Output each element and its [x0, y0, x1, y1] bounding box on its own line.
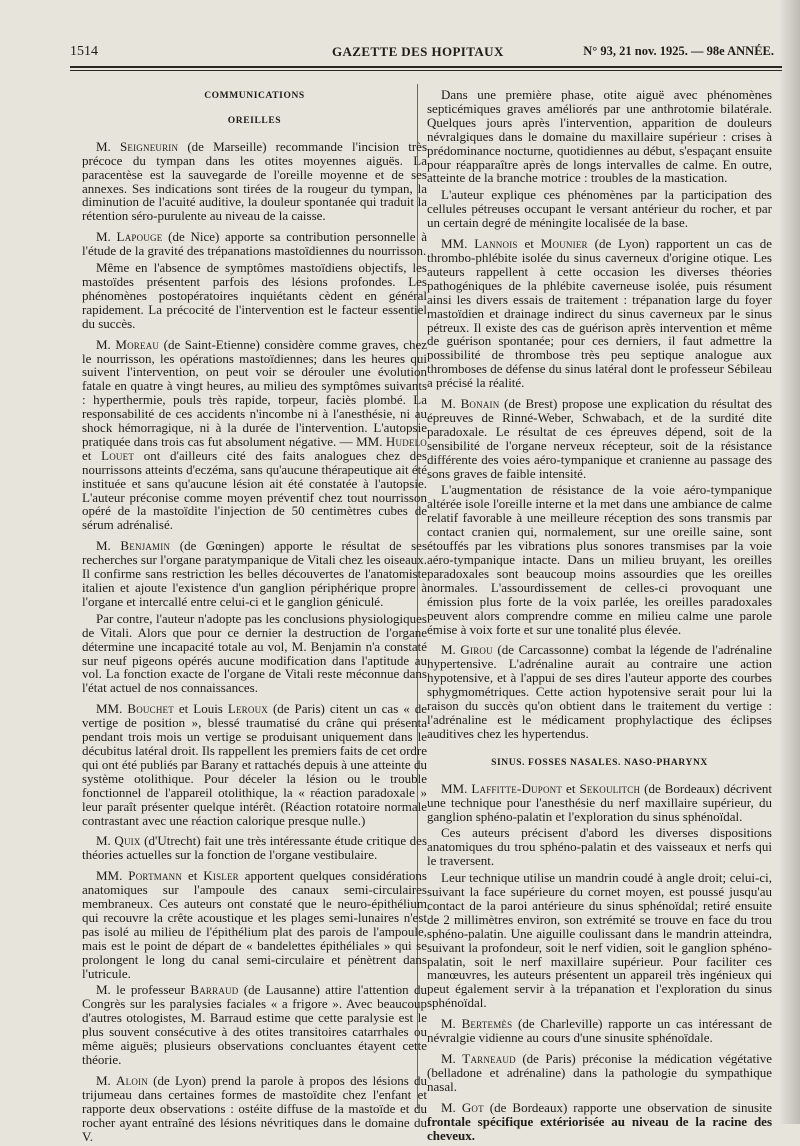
author-name: Lannois	[474, 236, 518, 252]
left-column	[82, 88, 427, 1146]
paragraph: M. Bonain (de Brest) propose une explication du résultat des épreuves de Rinné-Weber, Schwabach, et de la surdité dite paradoxale. Le résultat de ces épreuves dépend, soit de la sensibilité de l'organe nerveux récepteur, soit de la résistance différente des voies aéro-tympanique et cranienne au passage des sons graves de faible intensité.	[427, 396, 773, 481]
paragraph: MM. Portmann et Kisler apportent quelques considérations anatomiques sur l'ampoule des canaux semi-circulaires membraneux. Ces auteurs ont constaté que le neuro-épithélium qui recouvre la crête acoustique et les plages semi-lunaires n'est pas isolé au milieu de l'épithélium plat des parois de l'ampoule, mais est le point de départ de « bandelettes épithéliales » qui se prolongent le long du canal semi-circulaire et pénètrent dans l'utricule.	[82, 868, 427, 981]
author-name: Sekoulitch	[579, 780, 641, 796]
paragraph: M. Benjamin (de Gœningen) apporte le résultat de ses recherches sur l'organe paratympanique de Vitali chez les oiseaux. Il confirme sans restriction les belles découvertes de l'anatomiste italien et ajoute l'existence d'un ganglion périphérique propre à l'organe et intercallé entre celui-ci et le ganglion géniculé.	[82, 538, 428, 609]
paragraph: M. Got (de Bordeaux) rapporte une observation de sinusite frontale spécifique extériorisée au niveau de la racine des cheveux.	[427, 1099, 772, 1143]
paragraph: Par contre, l'auteur n'adopte pas les conclusions physiologiques de Vitali. Alors que pour ce dernier la destruction de l'organe détermine une incapacité totale au vol, M. Benjamin n'a constaté sur neuf pigeons opérés aucune modification dans l'aptitude au vol. La fonction exacte de l'organe de Vitali reste méconnue dans l'état actuel de nos connaissances.	[82, 610, 427, 696]
author-name: Moreau	[115, 336, 160, 352]
author-name: Kisler	[203, 868, 239, 884]
paragraph: M. Aloin (de Lyon) prend la parole à propos des lésions du trijumeau dans certaines formes de mastoïdite chez l'enfant et rapporte deux observations : ostéite diffuse de la mastoïde et du rocher ayant entraîné des lésions névritiques dans le domaine du V.	[82, 1072, 427, 1144]
issue-info: N° 93, 21 nov. 1925. — 98e ANNÉE.	[583, 44, 774, 58]
paragraph: Même en l'absence de symptômes mastoïdiens objectifs, les mastoïdes présentent parfois des lésions profondes. Les phénomènes postopératoires inquiétants cèdent en général rapidement. La précocité de l'intervention est le facteur essentiel du succès.	[82, 260, 427, 331]
author-name: Seigneurin	[119, 138, 179, 154]
paragraph: L'auteur explique ces phénomènes par la participation des cellules pétreuses occupant le versant antérieur du rocher, et par un certain degré de méningite localisée de la base.	[427, 187, 772, 231]
paragraph: M. Tarneaud (de Paris) préconise la médication végétative (belladone et adrénaline) dans la pathologie du sympathique nasal.	[427, 1051, 773, 1094]
author-name: Bonain	[460, 396, 500, 412]
paragraph: M. Girou (de Carcassonne) combat la légende de l'adrénaline hypertensive. L'adrénaline aurait au contraire une action hypotensive, et à l'appui de ses dires l'auteur apporte des courbes sphygmométriques. Cette action hypotensive serait pour lui la raison du succès qu'on obtient dans le traitement du vertige : l'adrénaline est le médicament prophylactique des éclipses auditives chez les hypertendus.	[427, 642, 772, 741]
section-heading-oreilles: OREILLES	[227, 115, 282, 126]
author-name: Benjamin	[120, 538, 171, 554]
header-rule-thick	[70, 66, 782, 68]
paragraph: M. Bertemès (de Charleville) rapporte un cas intéressant de névralgie vidienne au cours d'une sinusite sphénoïdale.	[427, 1016, 772, 1046]
paragraph: Ces auteurs précisent d'abord les diverses dispositions anatomiques du trou sphéno-palatin et des vaisseaux et nerfs qui le traversent.	[427, 825, 772, 869]
author-name: Got	[461, 1099, 484, 1115]
paragraph: L'augmentation de résistance de la voie aéro-tympanique altérée isole l'oreille interne et la met dans une ambiance de calme relatif favorable à une meilleure réception des sons transmis par contact cranien qui, normalement, sur une oreille saine, sont étouffés par les vibrations plus sonores transmises par la voie aéro-tympanique intacte. Dans un milieu bruyant, les oreilles paradoxales sont beaucoup moins assourdies que les oreilles normales. L'assourdissement de celles-ci provoquant une émission plus forte de la voix parlée, les oreilles paradoxales peuvent alors comprendre comme en milieu calme une parole émise à voix forte et sur une tonalité plus élevée.	[427, 482, 772, 637]
paragraph: M. Seigneurin (de Marseille) recommande l'incision très précoce du tympan dans les otites moyennes aiguës. La paracentèse est la sauvegarde de l'oreille moyenne et de ses annexes. Ses indications sont tirées de la rougeur du tympan, la diminution de l'acuité auditive, la douleur spontanée qui traduit la rétention séro-purulente au niveau de la caisse.	[82, 138, 428, 224]
author-name: Bouchet	[127, 701, 174, 717]
paragraph: M. Quix (d'Utrecht) fait une très intéressante étude critique des théories actuelles sur la fonction de l'organe vestibulaire.	[82, 833, 427, 863]
section-heading-communications: COMMUNICATIONS	[204, 91, 305, 101]
paragraph: M. Moreau (de Saint-Etienne) considère comme graves, chez le nourrisson, les opérations mastoïdiennes; dans les heures qui suivent l'intervention, on peut voir se dérouler une évolution fatale en quatre à vingt heures, au milieu des symptômes suivants : hyperthermie, pouls très rapide, torpeur, faciès plombé. La responsabilité de ces accidents n'incombe ni à l'anesthésie, ni au shock hémorragique, ni à la durée de l'intervention. L'autopsie pratiquée dans trois cas fut absolument négative. — MM. Hudelo et Louet ont d'ailleurs cité des faits analogues chez des nourrissons atteints d'eczéma, sans qu'aucune thérapeutique ait été instituée et sans qu'aucune lésion ait été constatée à l'autopsie. L'auteur préconise comme moyen préventif chez tout nourrisson opéré de la mastoïdite l'injection de 50 centimètres cubes de sérum adrénalisé.	[82, 336, 428, 533]
author-name: Quix	[114, 833, 141, 849]
author-name: Girou	[460, 642, 493, 658]
author-name: Laffitte-Dupont	[471, 780, 563, 796]
paragraph: MM. Laffitte-Dupont et Sekoulitch (de Bordeaux) décrivent une technique pour l'anesthésie du nerf maxillaire supérieur, du ganglion sphéno-palatin et l'exploration du sinus sphénoïdal.	[427, 780, 772, 824]
author-name: Aloin	[116, 1072, 148, 1088]
author-name: Hudelo	[385, 433, 427, 449]
right-column	[427, 88, 772, 1145]
author-name: Leroux	[227, 701, 268, 717]
paragraph: M. le professeur Barraud (de Lausanne) attire l'attention du Congrès sur les paralysies faciales « a frigore ». Avec beaucoup d'autres otologistes, M. Barraud estime que cette paralysie est le plus souvent consécutive à des otites transitoires catarrhales ou même aiguës; plusieurs observations concluantes étayent cette théorie.	[82, 982, 428, 1067]
author-name: Barraud	[190, 982, 239, 998]
author-name: Tarneaud	[462, 1051, 516, 1066]
paragraph: Leur technique utilise un mandrin coudé à angle droit; celui-ci, suivant la face supérieure du cornet moyen, est poussé jusqu'au contact de la paroi antérieure du sinus sphénoïdal; retiré ensuite de 2 millimètres environ, son extrémité se trouve en face du trou sphéno-palatin. Une aiguille coulissant dans le mandrin atteindra, suivant la profondeur, soit le nerf vidien, soit le ganglion sphéno-palatin, soit le nerf maxillaire supérieur. Pour faciliter ces manœuvres, les auteurs présentent un appareil très ingénieux qui peut également servir à la trépanation et l'exploration du sinus sphénoïdal.	[427, 870, 772, 1011]
page-header	[70, 44, 782, 64]
author-name: Portmann	[128, 868, 183, 884]
page-edge-shadow	[778, 0, 800, 1124]
paragraph: MM. Bouchet et Louis Leroux (de Paris) citent un cas « de vertige de position », blessé traumatisé du crâne qui présenta pendant trois mois un vertige se produisant uniquement dans le décubitus latéral droit. Ils rappellent les premiers faits de cet ordre qui ont été publiés par Barany et rattachés depuis à une atteinte du système otolithique. Pour déceler la lésion ou le trouble fonctionnel de l'appareil otolithique, la « réaction paradoxale » leur paraît présenter quelque intérêt. (Réaction rotatoire normale contrastant avec une réaction calorique presque nulle.)	[82, 701, 427, 828]
section-heading-sinus: SINUS. FOSSES NASALES. NASO-PHARYNX	[491, 757, 708, 768]
author-name: Bertemès	[461, 1016, 513, 1032]
author-name: Mounier	[540, 236, 588, 252]
paragraph: Dans une première phase, otite aiguë avec phénomènes septicémiques graves améliorés par une anthrotomie bilatérale. Quelques jours après l'intervention, apparition de douleurs névralgiques dans le domaine du maxillaire supérieur : crises à prédominance nocturne, quotidiennes au début, s'espaçant ensuite pour réapparaître après de longs intervalles de calme. En outre, atteinte de la branche motrice : troubles de la mastication.	[427, 87, 772, 186]
journal-title: GAZETTE DES HOPITAUX	[332, 44, 504, 59]
author-name: Louet	[101, 447, 135, 463]
paragraph: MM. Lannois et Mounier (de Lyon) rapportent un cas de thrombo-phlébite isolée du sinus caverneux d'origine otique. Les auteurs rappellent à cette occasion les diverses théories pathogéniques de la phlébite caverneuse isolée, puis résument ainsi les divers essais de traitement : trépanation large du foyer mastoïdien et drainage indirect du sinus caverneux par le sinus pétreux. Il existe des cas de guérison après intervention et même de guérison spontanée; pour ces derniers, il faut admettre la possibilité de thrombose très peu septique analogue aux thromboses de défense du sinus latéral dont le professeur Sébileau a précisé la réalité.	[427, 236, 772, 391]
author-name: Lapouge	[116, 229, 163, 245]
header-rule-thin	[70, 70, 782, 71]
page-number: 1514	[70, 44, 98, 59]
paragraph: M. Lapouge (de Nice) apporte sa contribution personnelle à l'étude de la gravité des trépanations mastoïdiennes du nourrisson.	[82, 229, 427, 259]
